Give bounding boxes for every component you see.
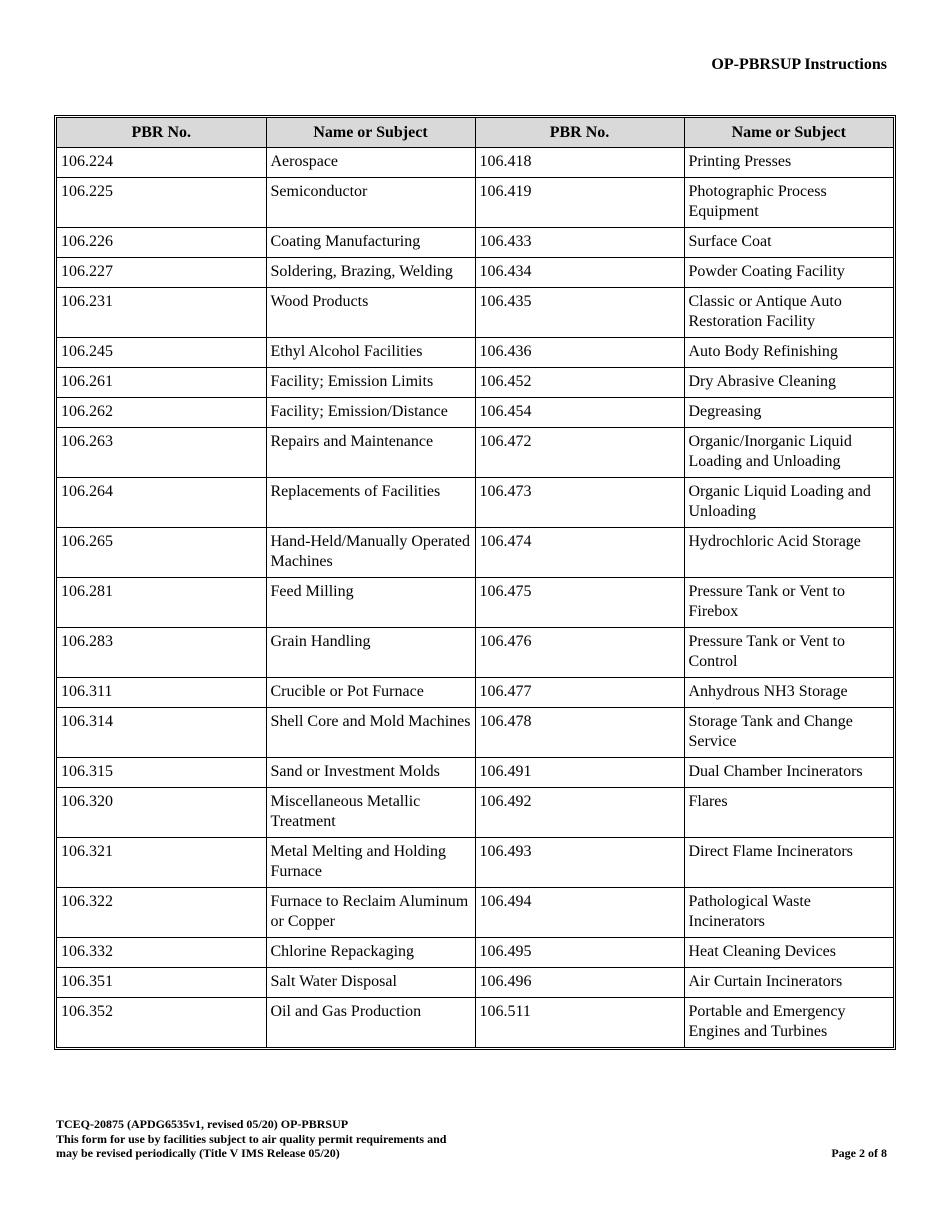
pbr-no-cell: 106.433: [475, 228, 684, 258]
page-number: Page 2 of 8: [831, 1146, 887, 1160]
table-row: [57, 788, 893, 838]
name-or-subject-cell: Miscellaneous Metallic Treatment: [266, 788, 475, 838]
pbr-table: [57, 118, 893, 1047]
table-row: [57, 228, 893, 258]
pbr-no-cell: 106.321: [57, 838, 266, 888]
pbr-no-cell: 106.452: [475, 368, 684, 398]
table-row: [57, 758, 893, 788]
table-row: [57, 178, 893, 228]
pbr-no-cell: 106.511: [475, 998, 684, 1048]
pbr-no-cell: 106.332: [57, 938, 266, 968]
pbr-no-cell: 106.434: [475, 258, 684, 288]
name-or-subject-cell: Sand or Investment Molds: [266, 758, 475, 788]
name-or-subject-cell: Surface Coat: [684, 228, 893, 258]
name-or-subject-cell: Grain Handling: [266, 628, 475, 678]
pbr-no-cell: 106.494: [475, 888, 684, 938]
table-row: [57, 628, 893, 678]
table-row: [57, 528, 893, 578]
pbr-no-cell: 106.320: [57, 788, 266, 838]
pbr-no-cell: 106.263: [57, 428, 266, 478]
pbr-no-cell: 106.226: [57, 228, 266, 258]
name-or-subject-cell: Metal Melting and Holding Furnace: [266, 838, 475, 888]
name-or-subject-cell: Facility; Emission/Distance: [266, 398, 475, 428]
table-row: [57, 998, 893, 1048]
pbr-no-cell: 106.311: [57, 678, 266, 708]
name-or-subject-cell: Degreasing: [684, 398, 893, 428]
table-row: [57, 148, 893, 178]
pbr-table-container: [54, 115, 896, 1050]
name-or-subject-cell: Feed Milling: [266, 578, 475, 628]
pbr-no-cell: 106.454: [475, 398, 684, 428]
name-or-subject-cell: Replacements of Facilities: [266, 478, 475, 528]
pbr-no-cell: 106.245: [57, 338, 266, 368]
name-or-subject-cell: Wood Products: [266, 288, 475, 338]
name-or-subject-cell: Coating Manufacturing: [266, 228, 475, 258]
name-or-subject-cell: Aerospace: [266, 148, 475, 178]
header-pbr-no-1: PBR No.: [57, 118, 266, 148]
pbr-no-cell: 106.478: [475, 708, 684, 758]
pbr-no-cell: 106.473: [475, 478, 684, 528]
table-row: [57, 428, 893, 478]
header-pbr-no-2: PBR No.: [475, 118, 684, 148]
pbr-no-cell: 106.436: [475, 338, 684, 368]
name-or-subject-cell: Classic or Antique Auto Restoration Facility: [684, 288, 893, 338]
name-or-subject-cell: Repairs and Maintenance: [266, 428, 475, 478]
name-or-subject-cell: Crucible or Pot Furnace: [266, 678, 475, 708]
form-footer: [56, 1117, 446, 1161]
pbr-no-cell: 106.231: [57, 288, 266, 338]
table-row: [57, 368, 893, 398]
pbr-no-cell: 106.225: [57, 178, 266, 228]
name-or-subject-cell: Shell Core and Mold Machines: [266, 708, 475, 758]
name-or-subject-cell: Ethyl Alcohol Facilities: [266, 338, 475, 368]
name-or-subject-cell: Organic/Inorganic Liquid Loading and Unloading: [684, 428, 893, 478]
table-row: [57, 968, 893, 998]
pbr-no-cell: 106.315: [57, 758, 266, 788]
pbr-no-cell: 106.261: [57, 368, 266, 398]
table-row: [57, 678, 893, 708]
name-or-subject-cell: Pressure Tank or Vent to Firebox: [684, 578, 893, 628]
page-title: OP-PBRSUP Instructions: [711, 56, 887, 73]
pbr-no-cell: 106.264: [57, 478, 266, 528]
pbr-no-cell: 106.351: [57, 968, 266, 998]
footer-usage-note: This form for use by facilities subject to air quality permit requirements and: [56, 1131, 447, 1146]
pbr-no-cell: 106.322: [57, 888, 266, 938]
header-name-or-subject-1: Name or Subject: [266, 118, 475, 148]
pbr-no-cell: 106.475: [475, 578, 684, 628]
table-row: [57, 888, 893, 938]
name-or-subject-cell: Flares: [684, 788, 893, 838]
pbr-no-cell: 106.495: [475, 938, 684, 968]
name-or-subject-cell: Air Curtain Incinerators: [684, 968, 893, 998]
pbr-no-cell: 106.265: [57, 528, 266, 578]
pbr-no-cell: 106.262: [57, 398, 266, 428]
name-or-subject-cell: Facility; Emission Limits: [266, 368, 475, 398]
pbr-no-cell: 106.496: [475, 968, 684, 998]
name-or-subject-cell: Chlorine Repackaging: [266, 938, 475, 968]
pbr-no-cell: 106.435: [475, 288, 684, 338]
footer-revision-note: may be revised periodically (Title V IMS Release 05/20): [56, 1146, 340, 1160]
pbr-no-cell: 106.418: [475, 148, 684, 178]
pbr-no-cell: 106.314: [57, 708, 266, 758]
table-row: [57, 838, 893, 888]
table-row: [57, 938, 893, 968]
pbr-no-cell: 106.419: [475, 178, 684, 228]
pbr-no-cell: 106.491: [475, 758, 684, 788]
pbr-no-cell: 106.227: [57, 258, 266, 288]
pbr-no-cell: 106.472: [475, 428, 684, 478]
name-or-subject-cell: Anhydrous NH3 Storage: [684, 678, 893, 708]
name-or-subject-cell: Organic Liquid Loading and Unloading: [684, 478, 893, 528]
table-row: [57, 338, 893, 368]
pbr-no-cell: 106.477: [475, 678, 684, 708]
table-row: [57, 258, 893, 288]
name-or-subject-cell: Pressure Tank or Vent to Control: [684, 628, 893, 678]
pbr-no-cell: 106.476: [475, 628, 684, 678]
name-or-subject-cell: Printing Presses: [684, 148, 893, 178]
table-row: [57, 398, 893, 428]
footer-form-id: TCEQ-20875 (APDG6535v1, revised 05/20) OP-PBRSUP: [56, 1117, 349, 1131]
name-or-subject-cell: Pathological Waste Incinerators: [684, 888, 893, 938]
name-or-subject-cell: Hydrochloric Acid Storage: [684, 528, 893, 578]
pbr-no-cell: 106.492: [475, 788, 684, 838]
name-or-subject-cell: Dual Chamber Incinerators: [684, 758, 893, 788]
name-or-subject-cell: Photographic Process Equipment: [684, 178, 893, 228]
table-body: [57, 148, 893, 1048]
name-or-subject-cell: Oil and Gas Production: [266, 998, 475, 1048]
name-or-subject-cell: Storage Tank and Change Service: [684, 708, 893, 758]
name-or-subject-cell: Powder Coating Facility: [684, 258, 893, 288]
name-or-subject-cell: Semiconductor: [266, 178, 475, 228]
name-or-subject-cell: Soldering, Brazing, Welding: [266, 258, 475, 288]
table-row: [57, 578, 893, 628]
name-or-subject-cell: Direct Flame Incinerators: [684, 838, 893, 888]
name-or-subject-cell: Auto Body Refinishing: [684, 338, 893, 368]
name-or-subject-cell: Hand-Held/Manually Operated Machines: [266, 528, 475, 578]
pbr-no-cell: 106.352: [57, 998, 266, 1048]
pbr-no-cell: 106.493: [475, 838, 684, 888]
name-or-subject-cell: Salt Water Disposal: [266, 968, 475, 998]
pbr-no-cell: 106.283: [57, 628, 266, 678]
table-row: [57, 478, 893, 528]
name-or-subject-cell: Dry Abrasive Cleaning: [684, 368, 893, 398]
pbr-no-cell: 106.474: [475, 528, 684, 578]
table-header-row: [57, 118, 893, 148]
name-or-subject-cell: Portable and Emergency Engines and Turbines: [684, 998, 893, 1048]
pbr-no-cell: 106.224: [57, 148, 266, 178]
table-row: [57, 708, 893, 758]
name-or-subject-cell: Heat Cleaning Devices: [684, 938, 893, 968]
name-or-subject-cell: Furnace to Reclaim Aluminum or Copper: [266, 888, 475, 938]
table-row: [57, 288, 893, 338]
pbr-no-cell: 106.281: [57, 578, 266, 628]
header-name-or-subject-2: Name or Subject: [684, 118, 893, 148]
